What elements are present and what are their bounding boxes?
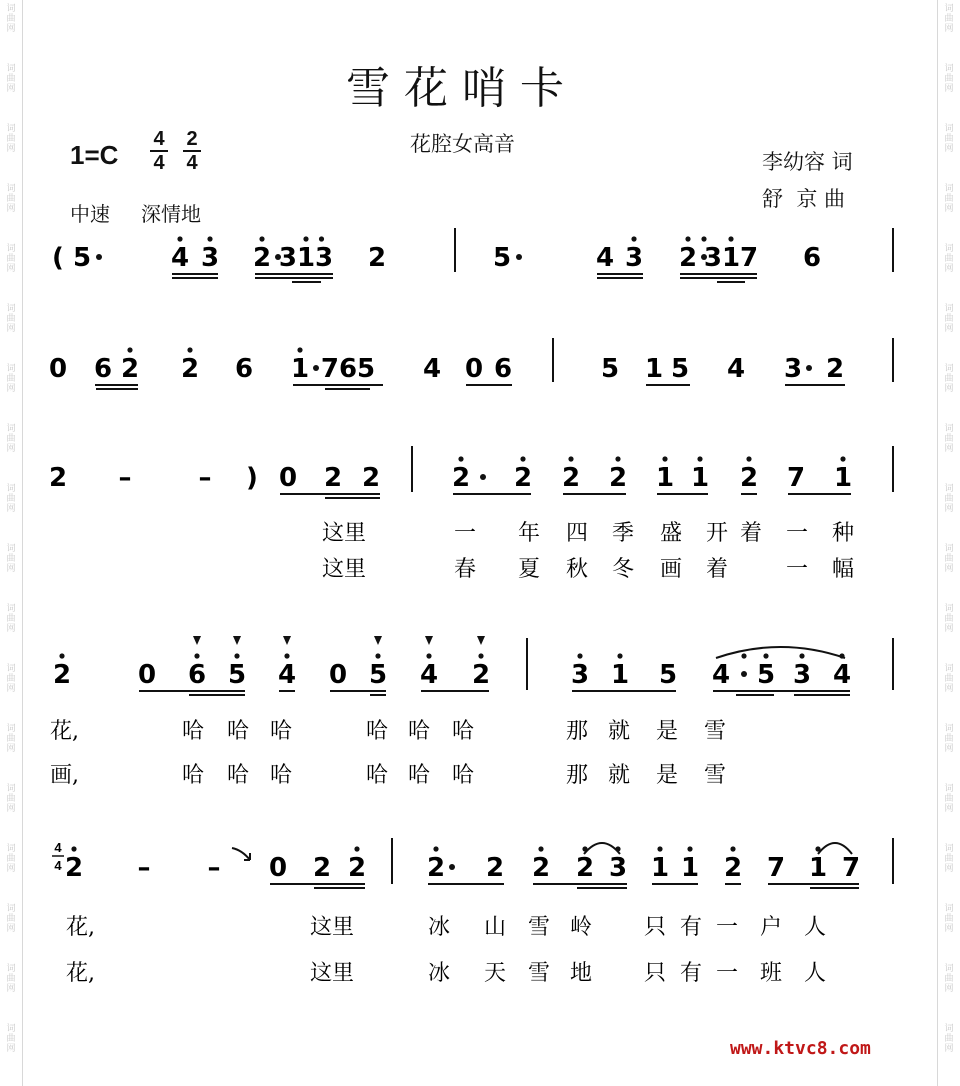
high-octave-dot (662, 456, 667, 461)
lyric-word: 有 (680, 961, 703, 986)
note: 2 (723, 853, 743, 883)
lyric-word: 种 (832, 521, 855, 546)
note: 2 (312, 853, 332, 883)
lyric-word: 雪 (528, 915, 551, 940)
sustain-dash: – (207, 853, 221, 883)
lyric-word: 一 (716, 961, 739, 986)
note: 0 (137, 660, 157, 690)
dotted-note-dot (480, 474, 486, 480)
high-octave-dot (746, 456, 751, 461)
high-octave-dot (657, 846, 662, 851)
note: 5 (670, 354, 690, 384)
high-octave-dot (763, 653, 768, 658)
note: 6 (802, 243, 822, 273)
dotted-note-dot (516, 254, 522, 260)
lyric-word: 花, (66, 915, 95, 940)
expression-marking: 深情地 (141, 204, 201, 226)
staccato-mark (193, 636, 201, 645)
high-octave-dot (71, 846, 76, 851)
note: 7 (786, 463, 806, 493)
composer-credit: 舒 京 曲 (762, 187, 846, 211)
high-octave-dot (728, 236, 733, 241)
lyric-word: 四 (566, 521, 589, 546)
parenthesis: ( (52, 243, 64, 273)
note: 3 (608, 853, 628, 883)
lyric-word: 山 (484, 915, 507, 940)
note: 2 (426, 853, 446, 883)
note: 1 (655, 463, 675, 493)
lyric-word: 冰 (428, 961, 451, 986)
lyricist-credit: 李幼容 词 (762, 150, 853, 174)
lyric-word: 有 (680, 915, 703, 940)
high-octave-dot (701, 236, 706, 241)
high-octave-dot (458, 456, 463, 461)
watermark-text: 词 曲 网 (6, 724, 16, 754)
lyric-word: 户 (760, 915, 783, 940)
lyric-word: 地 (570, 961, 593, 986)
lyric-word: 就 (608, 719, 631, 744)
lyric-word: 那 (566, 763, 589, 788)
watermark-text: 词 曲 网 (944, 844, 954, 874)
watermark-text: 词 曲 网 (944, 484, 954, 514)
note: 4 (422, 354, 442, 384)
note: 2 (252, 243, 272, 273)
note: 765 (320, 354, 376, 384)
high-octave-dot (426, 653, 431, 658)
staccato-mark (283, 636, 291, 645)
note: 5 (658, 660, 678, 690)
note: 2 (451, 463, 471, 493)
high-octave-dot (478, 653, 483, 658)
note: 2 (323, 463, 343, 493)
lyric-word: 画 (660, 557, 683, 582)
lyric-word: 哈 (452, 763, 475, 788)
lyric-word: 一 (786, 557, 809, 582)
note: 1 (610, 660, 630, 690)
lyric-word: 人 (804, 915, 827, 940)
note: 0 (48, 354, 68, 384)
watermark-text: 词 曲 网 (6, 304, 16, 334)
staccato-mark (233, 636, 241, 645)
note: 6 (187, 660, 207, 690)
watermark-text: 词 曲 网 (944, 1024, 954, 1054)
watermark-text: 词 曲 网 (6, 1024, 16, 1054)
note: 2 (608, 463, 628, 493)
note: 7 (841, 853, 861, 883)
note: 3 (200, 243, 220, 273)
note: 0 (328, 660, 348, 690)
lyric-word: 就 (608, 763, 631, 788)
dotted-note-dot (806, 365, 812, 371)
watermark-text: 词 曲 网 (944, 904, 954, 934)
note: 2 (825, 354, 845, 384)
note: 5 (492, 243, 512, 273)
watermark-text: 词 曲 网 (6, 124, 16, 154)
watermark-text: 词 曲 网 (944, 184, 954, 214)
lyric-word: 一 (454, 521, 477, 546)
time-signature-1: 4 4 (150, 128, 168, 174)
high-octave-dot (577, 653, 582, 658)
watermark-text: 词 曲 网 (6, 544, 16, 574)
lyric-word: 哈 (227, 763, 250, 788)
watermark-text: 词 曲 网 (6, 364, 16, 394)
lyric-word: 哈 (366, 719, 389, 744)
note: 0 (278, 463, 298, 493)
watermark-text: 词 曲 网 (944, 964, 954, 994)
note: 5 (368, 660, 388, 690)
note: 3 (570, 660, 590, 690)
watermark-text: 词 曲 网 (944, 424, 954, 454)
note: 2 (361, 463, 381, 493)
dotted-note-dot (741, 671, 747, 677)
lyric-word: 雪 (528, 961, 551, 986)
note: 2 (120, 354, 140, 384)
watermark-text: 词 曲 网 (944, 364, 954, 394)
high-octave-dot (617, 653, 622, 658)
lyric-word: 幅 (832, 557, 855, 582)
high-octave-dot (59, 653, 64, 658)
high-octave-dot (520, 456, 525, 461)
staccato-mark (425, 636, 433, 645)
note: 4 (419, 660, 439, 690)
watermark-text: 词 曲 网 (6, 424, 16, 454)
note: 5 (227, 660, 247, 690)
lyric-word: 是 (656, 763, 679, 788)
note: 2 (52, 660, 72, 690)
note: 5 (756, 660, 776, 690)
lyric-word: 雪 (704, 763, 727, 788)
high-octave-dot (375, 653, 380, 658)
dotted-note-dot (96, 254, 102, 260)
lyric-word: 哈 (182, 763, 205, 788)
lyric-word: 哈 (227, 719, 250, 744)
high-octave-dot (354, 846, 359, 851)
high-octave-dot (799, 653, 804, 658)
note: 1 (690, 463, 710, 493)
lyric-word: 人 (804, 961, 827, 986)
tempo-marking: 中速 (70, 204, 110, 226)
high-octave-dot (741, 653, 746, 658)
watermark-text: 词 曲 网 (944, 784, 954, 814)
high-octave-dot (207, 236, 212, 241)
lyric-word: 着 (740, 521, 763, 546)
high-octave-dot (187, 347, 192, 352)
lyric-word: 那 (566, 719, 589, 744)
lyric-word: 花, (50, 719, 79, 744)
high-octave-dot (697, 456, 702, 461)
note: 2 (678, 243, 698, 273)
note: 2 (471, 660, 491, 690)
lyric-word: 一 (716, 915, 739, 940)
note: 7 (766, 853, 786, 883)
lyric-word: 着 (706, 557, 729, 582)
note: 0 (268, 853, 288, 883)
lyric-word: 这里 (310, 961, 355, 986)
watermark-text: 词 曲 网 (6, 4, 16, 34)
lyric-word: 花, (66, 961, 95, 986)
watermark-text: 词 曲 网 (944, 604, 954, 634)
lyric-word: 雪 (704, 719, 727, 744)
watermark-text: 词 曲 网 (944, 304, 954, 334)
note: 3 (624, 243, 644, 273)
note: 2 (575, 853, 595, 883)
note: 1 (680, 853, 700, 883)
sustain-dash: – (198, 463, 212, 493)
note: 6 (234, 354, 254, 384)
time-change-top: 4 (54, 840, 62, 855)
watermark-text: 词 曲 网 (6, 664, 16, 694)
high-octave-dot (319, 236, 324, 241)
lyric-word: 是 (656, 719, 679, 744)
lyric-word: 春 (454, 557, 477, 582)
high-octave-dot (730, 846, 735, 851)
note: 317 (703, 243, 759, 273)
lyric-word: 班 (760, 961, 783, 986)
time-change-bottom: 4 (54, 858, 62, 873)
watermark-text: 词 曲 网 (6, 184, 16, 214)
note: 2 (739, 463, 759, 493)
high-octave-dot (433, 846, 438, 851)
lyric-word: 哈 (270, 763, 293, 788)
watermark-text: 词 曲 网 (6, 484, 16, 514)
sustain-dash: – (137, 853, 151, 883)
note: 1 (833, 463, 853, 493)
note: 2 (485, 853, 505, 883)
watermark-text: 词 曲 网 (6, 784, 16, 814)
lyric-word: 冬 (612, 557, 635, 582)
lyric-word: 哈 (452, 719, 475, 744)
note: 2 (531, 853, 551, 883)
note: 4 (595, 243, 615, 273)
note: 313 (278, 243, 334, 273)
note: 5 (72, 243, 92, 273)
watermark-text: 词 曲 网 (944, 544, 954, 574)
lyric-word: 岭 (570, 915, 593, 940)
note: 1 (650, 853, 670, 883)
lyric-word: 哈 (408, 763, 431, 788)
high-octave-dot (685, 236, 690, 241)
watermark-text: 词 曲 网 (944, 64, 954, 94)
dotted-note-dot (449, 864, 455, 870)
lyric-word: 哈 (270, 719, 293, 744)
high-octave-dot (259, 236, 264, 241)
high-octave-dot (303, 236, 308, 241)
note: 6 (493, 354, 513, 384)
watermark-text: 词 曲 网 (6, 64, 16, 94)
note: 1 (290, 354, 310, 384)
note: 3 (792, 660, 812, 690)
note: 2 (48, 463, 68, 493)
note: 4 (832, 660, 852, 690)
breath-mark (232, 848, 250, 860)
high-octave-dot (127, 347, 132, 352)
note: 4 (277, 660, 297, 690)
note: 6 (93, 354, 113, 384)
watermark-text: 词 曲 网 (944, 724, 954, 754)
lyric-word: 哈 (366, 763, 389, 788)
watermark-text: 词 曲 网 (944, 664, 954, 694)
parenthesis: ) (246, 463, 258, 493)
watermark-text: 词 曲 网 (6, 844, 16, 874)
note: 2 (367, 243, 387, 273)
lyric-word: 盛 (660, 521, 683, 546)
note: 2 (513, 463, 533, 493)
high-octave-dot (234, 653, 239, 658)
note: 2 (561, 463, 581, 493)
note: 1 (808, 853, 828, 883)
voice-type: 花腔女高音 (410, 132, 515, 156)
lyric-word: 一 (786, 521, 809, 546)
staccato-mark (374, 636, 382, 645)
lyric-word: 这里 (322, 557, 367, 582)
note: 1 (644, 354, 664, 384)
note: 2 (347, 853, 367, 883)
high-octave-dot (194, 653, 199, 658)
staccato-mark (477, 636, 485, 645)
lyric-word: 夏 (518, 557, 541, 582)
high-octave-dot (840, 456, 845, 461)
note: 4 (711, 660, 731, 690)
lyric-word: 冰 (428, 915, 451, 940)
high-octave-dot (538, 846, 543, 851)
high-octave-dot (631, 236, 636, 241)
high-octave-dot (568, 456, 573, 461)
lyric-word: 只 (644, 915, 667, 940)
lyric-word: 秋 (566, 557, 589, 582)
high-octave-dot (177, 236, 182, 241)
lyric-word: 只 (644, 961, 667, 986)
watermark-text: 词 曲 网 (6, 244, 16, 274)
lyric-word: 这里 (310, 915, 355, 940)
sustain-dash: – (118, 463, 132, 493)
note: 4 (170, 243, 190, 273)
lyric-word: 天 (484, 961, 507, 986)
note: 4 (726, 354, 746, 384)
high-octave-dot (297, 347, 302, 352)
watermark-text: 词 曲 网 (6, 964, 16, 994)
watermark-text: 词 曲 网 (944, 124, 954, 154)
note: 0 (464, 354, 484, 384)
slur (716, 647, 845, 658)
watermark-text: 词 曲 网 (6, 904, 16, 934)
watermark-text: 词 曲 网 (944, 4, 954, 34)
dotted-note-dot (313, 365, 319, 371)
high-octave-dot (284, 653, 289, 658)
lyric-word: 哈 (408, 719, 431, 744)
key-signature: 1=C (70, 140, 119, 170)
lyric-word: 季 (612, 521, 635, 546)
note: 2 (180, 354, 200, 384)
lyric-word: 画, (50, 763, 79, 788)
note: 5 (600, 354, 620, 384)
lyric-word: 这里 (322, 521, 367, 546)
watermark-text: 词 曲 网 (944, 244, 954, 274)
watermark-text: 词 曲 网 (6, 604, 16, 634)
high-octave-dot (615, 456, 620, 461)
note: 2 (64, 853, 84, 883)
time-signature-2: 2 4 (183, 128, 201, 174)
high-octave-dot (687, 846, 692, 851)
song-title: 雪花哨卡 (346, 63, 578, 114)
note: 3 (783, 354, 803, 384)
lyric-word: 哈 (182, 719, 205, 744)
lyric-word: 开 (706, 521, 729, 546)
lyric-word: 年 (518, 521, 541, 546)
website-watermark: www.ktvc8.com (730, 1038, 871, 1059)
